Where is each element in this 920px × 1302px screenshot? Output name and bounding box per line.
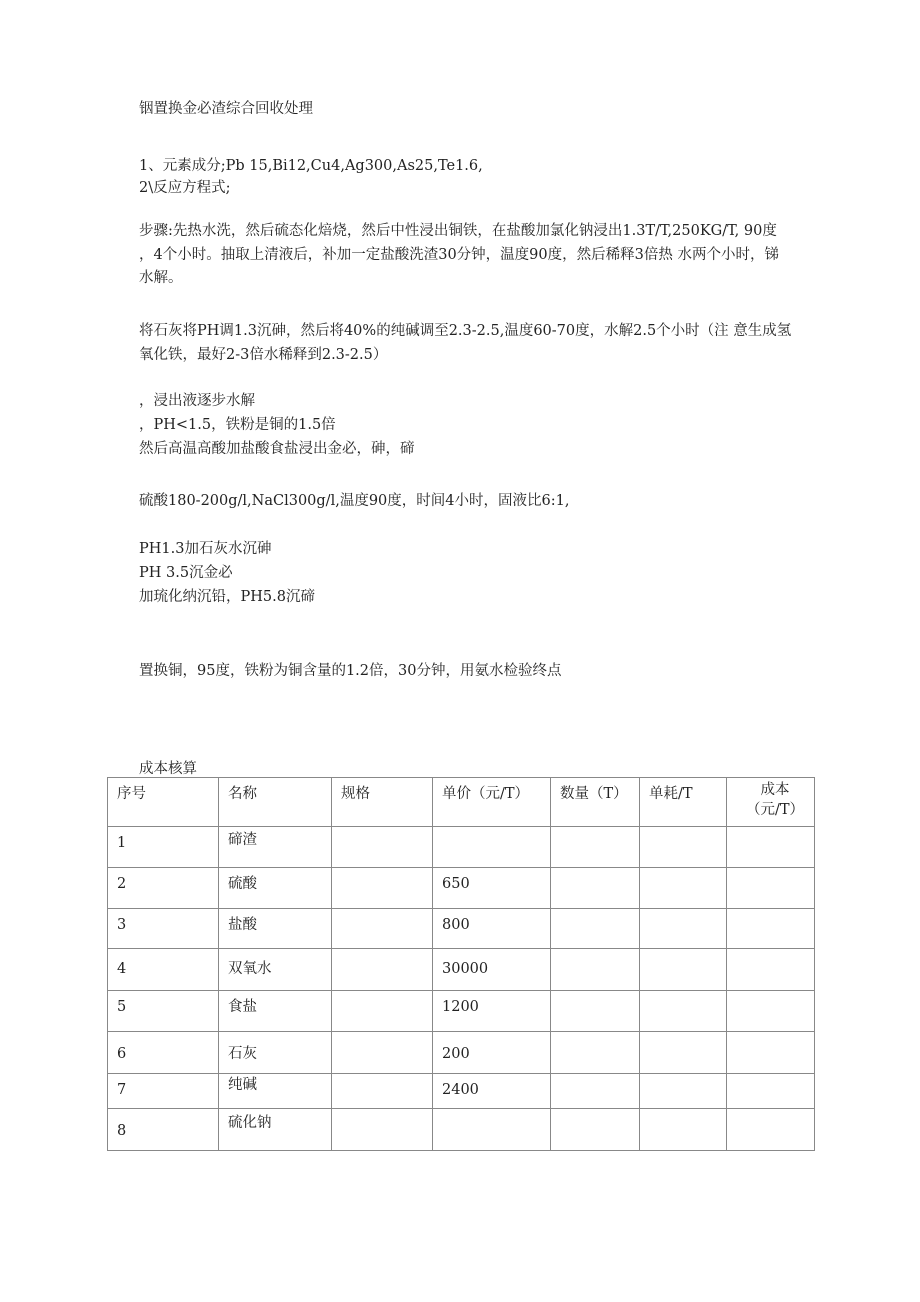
table-cell: 2400 xyxy=(433,1074,551,1109)
precip-line-2: PH 3.5沉金必 xyxy=(139,565,233,581)
table-cell xyxy=(332,909,433,949)
table-row xyxy=(108,1109,815,1151)
table-cell xyxy=(332,1109,433,1151)
table-row xyxy=(108,827,815,868)
cost-table xyxy=(107,777,815,1151)
steps-line-3: 水解。 xyxy=(139,270,183,286)
table-cell xyxy=(551,827,640,868)
table-cell: 8 xyxy=(108,1109,219,1151)
table-cell xyxy=(551,1109,640,1151)
table-cell xyxy=(640,991,727,1032)
steps-line-1: 步骤:先热水洗，然后硫态化焙烧，然后中性浸出铜铁，在盐酸加氯化钠浸出1.3T/T,250KG/T, 90度 xyxy=(139,223,777,239)
table-header-row xyxy=(108,778,815,827)
table-row xyxy=(108,868,815,909)
table-cell xyxy=(433,827,551,868)
table-cell xyxy=(640,1109,727,1151)
table-cell: 盐酸 xyxy=(219,909,332,949)
table-cell xyxy=(332,1032,433,1074)
leach-line-3: 然后高温高酸加盐酸食盐浸出金必，砷，碲 xyxy=(139,441,415,457)
steps-line-2: ，4个小时。抽取上清液后，补加一定盐酸洗渣30分钟，温度90度，然后稀释3倍热 水两个小时，锑 xyxy=(139,247,779,263)
table-cell xyxy=(727,1074,815,1109)
table-cell xyxy=(551,909,640,949)
table-cell xyxy=(727,909,815,949)
table-row xyxy=(108,1074,815,1109)
table-row xyxy=(108,909,815,949)
table-cell xyxy=(332,1074,433,1109)
header-cost-line-2: （元/T） xyxy=(745,802,805,818)
cost-title: 成本核算 xyxy=(139,761,197,777)
table-cell xyxy=(640,827,727,868)
header-cell: 数量（T） xyxy=(551,778,640,827)
header-cell: 名称 xyxy=(219,778,332,827)
table-cell xyxy=(640,949,727,991)
table-cell xyxy=(433,1109,551,1151)
reaction-line: 2\反应方程式; xyxy=(139,180,231,196)
table-cell: 纯碱 xyxy=(219,1074,332,1109)
table-cell xyxy=(551,1074,640,1109)
table-cell xyxy=(640,1074,727,1109)
table-cell: 200 xyxy=(433,1032,551,1074)
leach-line-2: ，PH<1.5，铁粉是铜的1.5倍 xyxy=(139,417,336,433)
table-cell: 6 xyxy=(108,1032,219,1074)
header-cell: 单耗/T xyxy=(640,778,727,827)
table-cell: 30000 xyxy=(433,949,551,991)
table-cell: 800 xyxy=(433,909,551,949)
table-cell: 3 xyxy=(108,909,219,949)
lime-line-1: 将石灰将PH调1.3沉砷，然后将40%的纯碱调至2.3-2.5,温度60-70度，水解2.5个小时（注 意生成氢 xyxy=(139,323,792,339)
table-cell xyxy=(727,991,815,1032)
conditions-line: 硫酸180-200g/l,NaCl300g/l,温度90度，时间4小时，固液比6:1, xyxy=(139,493,570,509)
table-cell xyxy=(727,1109,815,1151)
header-cost-line-1: 成本 xyxy=(760,782,790,798)
table-cell xyxy=(332,827,433,868)
header-cell: 序号 xyxy=(108,778,219,827)
header-cell xyxy=(727,778,815,827)
table-cell xyxy=(640,909,727,949)
header-cell: 单价（元/T） xyxy=(433,778,551,827)
table-row xyxy=(108,949,815,991)
table-cell xyxy=(727,1032,815,1074)
precip-line-3: 加琉化纳沉铅，PH5.8沉碲 xyxy=(139,589,315,605)
table-cell xyxy=(727,868,815,909)
table-cell: 石灰 xyxy=(219,1032,332,1074)
table-cell: 5 xyxy=(108,991,219,1032)
table-cell: 1200 xyxy=(433,991,551,1032)
table-cell: 650 xyxy=(433,868,551,909)
table-cell xyxy=(727,827,815,868)
table-cell: 食盐 xyxy=(219,991,332,1032)
table-cell xyxy=(640,1032,727,1074)
copper-line: 置换铜，95度，铁粉为铜含量的1.2倍，30分钟，用氨水检验终点 xyxy=(139,663,562,679)
table-cell xyxy=(551,1032,640,1074)
table-cell: 4 xyxy=(108,949,219,991)
table-cell: 7 xyxy=(108,1074,219,1109)
table-cell xyxy=(332,991,433,1032)
lime-line-2: 氧化铁，最好2-3倍水稀释到2.3-2.5） xyxy=(139,347,388,363)
table-cell xyxy=(727,949,815,991)
table-cell: 碲渣 xyxy=(219,827,332,868)
table-cell xyxy=(332,949,433,991)
header-cell: 规格 xyxy=(332,778,433,827)
table-cell: 硫酸 xyxy=(219,868,332,909)
table-cell: 1 xyxy=(108,827,219,868)
table-cell xyxy=(640,868,727,909)
table-cell xyxy=(551,991,640,1032)
table-cell: 硫化钠 xyxy=(219,1109,332,1151)
table-cell xyxy=(332,868,433,909)
document-title: 铟置换金必渣综合回收处理 xyxy=(139,101,313,117)
table-cell: 2 xyxy=(108,868,219,909)
composition-line: 1、元素成分;Pb 15,Bi12,Cu4,Ag300,As25,Te1.6, xyxy=(139,158,483,174)
precip-line-1: PH1.3加石灰水沉砷 xyxy=(139,541,272,557)
table-cell: 双氧水 xyxy=(219,949,332,991)
table-cell xyxy=(551,949,640,991)
table-cell xyxy=(551,868,640,909)
leach-line-1: ，浸出液逐步水解 xyxy=(139,393,255,409)
table-row xyxy=(108,991,815,1032)
table-row xyxy=(108,1032,815,1074)
